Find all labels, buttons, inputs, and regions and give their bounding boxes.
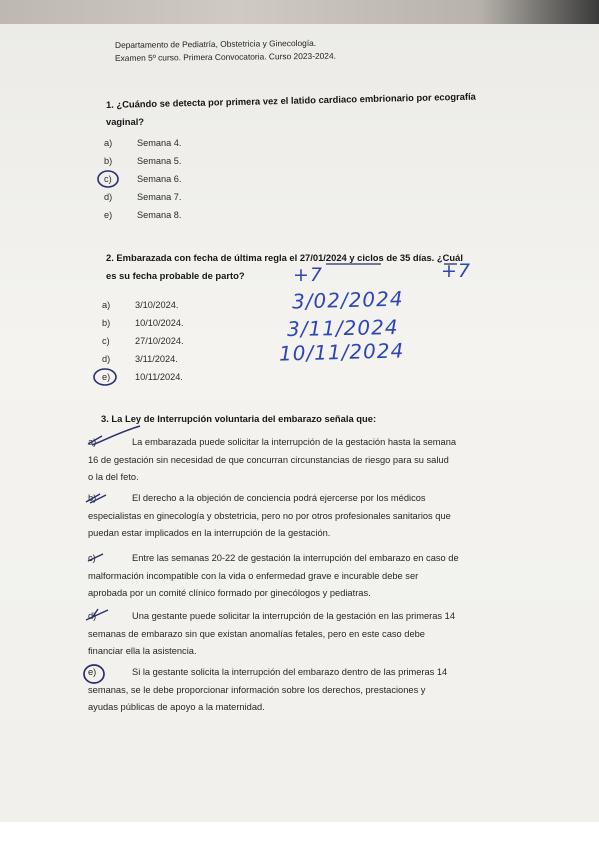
option-letter: c) <box>102 336 110 346</box>
handwritten-plus-7-left: +7 <box>293 264 324 286</box>
option-letter: d) <box>102 354 111 364</box>
option-letter: a) <box>102 300 111 310</box>
q3-option-b <box>88 490 520 543</box>
option-text: Semana 7. <box>137 192 182 202</box>
option-letter: b) <box>104 156 113 166</box>
option-letter: a) <box>88 437 97 447</box>
option-letter: c) <box>88 553 96 563</box>
option-letter: b) <box>88 493 97 503</box>
option-text: 10/11/2024. <box>135 372 183 382</box>
option-line-3: ayudas públicas de apoyo a la maternidad. <box>88 702 265 713</box>
handwritten-date-1: 3/02/2024 <box>291 286 404 314</box>
option-line-1: Si la gestante solicita la interrupción del embarazo dentro de las primeras 14 <box>132 667 448 677</box>
handwritten-plus-7-right: +7 <box>441 260 472 282</box>
option-text: 27/10/2024. <box>135 336 184 346</box>
option-text: 10/10/2024. <box>135 318 184 328</box>
option-letter: a) <box>104 138 113 148</box>
option-letter: b) <box>102 318 111 328</box>
option-line-1: La embarazada puede solicitar la interrupción de la gestación hasta la semana <box>132 437 457 447</box>
q3-option-c <box>88 550 520 603</box>
photo-background-bottom <box>0 822 599 848</box>
option-letter: e) <box>102 372 111 382</box>
option-line-1: Entre las semanas 20-22 de gestación la interrupción del embarazo en caso de <box>132 553 459 563</box>
question-1-line-2: vaginal? <box>106 116 145 127</box>
option-letter: e) <box>104 210 113 220</box>
photo-background-top <box>0 0 599 24</box>
option-line-1: El derecho a la objeción de conciencia podrá ejercerse por los médicos <box>132 493 426 503</box>
option-text: Semana 5. <box>137 156 182 166</box>
option-text: 3/11/2024. <box>135 354 178 364</box>
option-text: Semana 8. <box>137 210 182 220</box>
q3-option-d <box>88 608 520 661</box>
option-line-3: o la del feto. <box>88 472 139 483</box>
option-text: Semana 6. <box>137 174 182 184</box>
option-letter: d) <box>104 192 113 202</box>
option-letter: c) <box>104 174 112 184</box>
option-line-2: malformación incompatible con la vida o enfermedad grave e incurable debe ser <box>88 570 419 581</box>
question-3-title: 3. La Ley de Interrupción voluntaria del embarazo señala que: <box>101 413 377 424</box>
option-text: Semana 4. <box>137 138 182 148</box>
handwritten-date-2: 3/11/2024 <box>286 315 399 341</box>
question-1-line-1: 1. ¿Cuándo se detecta por primera vez el latido cardiaco embrionario por ecografía <box>105 90 476 110</box>
exam-subheader: Examen 5º curso. Primera Convocatoria. Curso 2023-2024. <box>114 50 336 63</box>
exam-page <box>0 24 599 822</box>
option-letter: e) <box>88 667 97 677</box>
option-line-1: Una gestante puede solicitar la interrupción de la gestación en las primeras 14 <box>132 611 455 621</box>
q3-option-a <box>88 434 520 487</box>
question-2-line-1: 2. Embarazada con fecha de última regla el 27/01/2024 y ciclos de 35 días. ¿Cuál <box>106 252 463 263</box>
q3-option-e <box>88 664 520 717</box>
option-line-3: financiar ella la asistencia. <box>88 646 197 657</box>
handwritten-date-3: 10/11/2024 <box>278 338 405 366</box>
option-line-2: semanas, se le debe proporcionar información sobre los derechos, prestaciones y <box>88 684 426 695</box>
option-line-3: aprobada por un comité clínico formado por ginecólogos y pediatras. <box>88 588 371 599</box>
option-text: 3/10/2024. <box>135 300 179 310</box>
option-line-2: especialistas en ginecología y obstetricia, pero no por otros profesionales sanitarios que <box>88 510 451 521</box>
option-line-2: 16 de gestación sin necesidad de que concurran circunstancias de riesgo para su salud <box>88 454 449 465</box>
option-letter: d) <box>88 611 97 621</box>
question-2-line-2: es su fecha probable de parto? <box>106 270 245 281</box>
option-line-3: puedan estar implicados en la interrupción de la gestación. <box>88 528 331 539</box>
option-line-2: semanas de embarazo sin que existan anomalías fetales, pero en este caso debe <box>88 628 425 639</box>
department-header: Departamento de Pediatría, Obstetricia y Ginecología. <box>114 37 317 50</box>
